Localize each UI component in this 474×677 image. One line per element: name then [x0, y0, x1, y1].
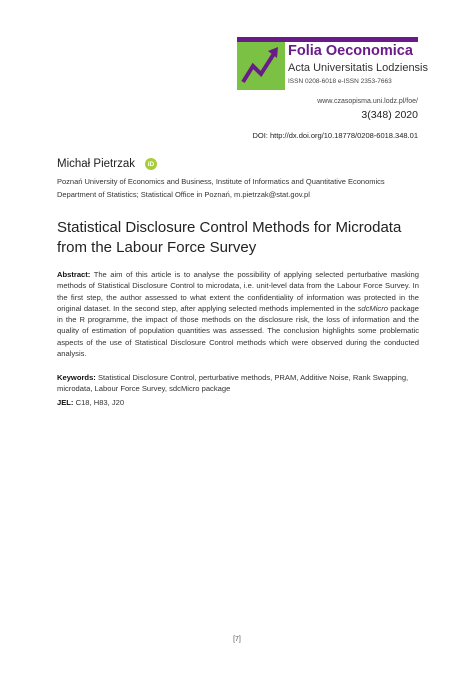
- journal-issn: ISSN 0208-6018 e-ISSN 2353-7663: [288, 78, 392, 85]
- keywords-label: Keywords:: [57, 373, 96, 382]
- abstract-label: Abstract:: [57, 270, 91, 279]
- orcid-icon[interactable]: iD: [145, 158, 157, 170]
- author-affiliation-2: Department of Statistics; Statistical Office in Poznań, m.pietrzak@stat.gov.pl: [57, 190, 310, 199]
- jel-text: C18, H83, J20: [73, 398, 125, 407]
- jel-label: JEL:: [57, 398, 74, 407]
- abstract: [57, 269, 419, 359]
- rising-arrow-icon: [237, 42, 285, 90]
- issue-number: 3(348) 2020: [361, 109, 418, 121]
- abstract-text-2: package in the R programme, the impact of those methods on the disclosure risk, the loss of information and the quality of estimation of population quantities was assessed. The conclusion highlights some problematic aspects of the use of Statistical Disclosure Control methods which were observed during the conducted analysis.: [57, 303, 419, 359]
- journal-title: Folia Oeconomica: [288, 43, 413, 59]
- keywords: [57, 372, 419, 395]
- author-row: [57, 158, 157, 170]
- author-affiliation-1: Poznań University of Economics and Business, Institute of Informatics and Quantitative Economics: [57, 177, 385, 186]
- article-title: Statistical Disclosure Control Methods for Microdata from the Labour Force Survey: [57, 219, 402, 256]
- author-name: Michał Pietrzak: [57, 158, 135, 170]
- journal-website-link[interactable]: www.czasopisma.uni.lodz.pl/foe/: [317, 98, 418, 105]
- page-number: [7]: [233, 636, 241, 643]
- keywords-text: Statistical Disclosure Control, perturbative methods, PRAM, Additive Noise, Rank Swapping, microdata, Labour Force Survey, sdcMicro package: [57, 373, 409, 394]
- journal-subtitle: Acta Universitatis Lodziensis: [288, 62, 429, 74]
- abstract-text-1: The aim of this article is to analyse the possibility of applying selected perturbative masking methods of Statistical Disclosure Control to microdata, i.e. unit-level data from the Labour Force Survey. In the first step, the author assessed to what extent the confidentiality of information was protected in the original dataset. In the second step, after applying selected methods implemented in the: [57, 270, 419, 313]
- abstract-package-name: sdcMicro: [357, 303, 388, 313]
- jel-codes: [57, 398, 124, 407]
- doi-link[interactable]: DOI: http://dx.doi.org/10.18778/0208-6018.348.01: [252, 131, 418, 140]
